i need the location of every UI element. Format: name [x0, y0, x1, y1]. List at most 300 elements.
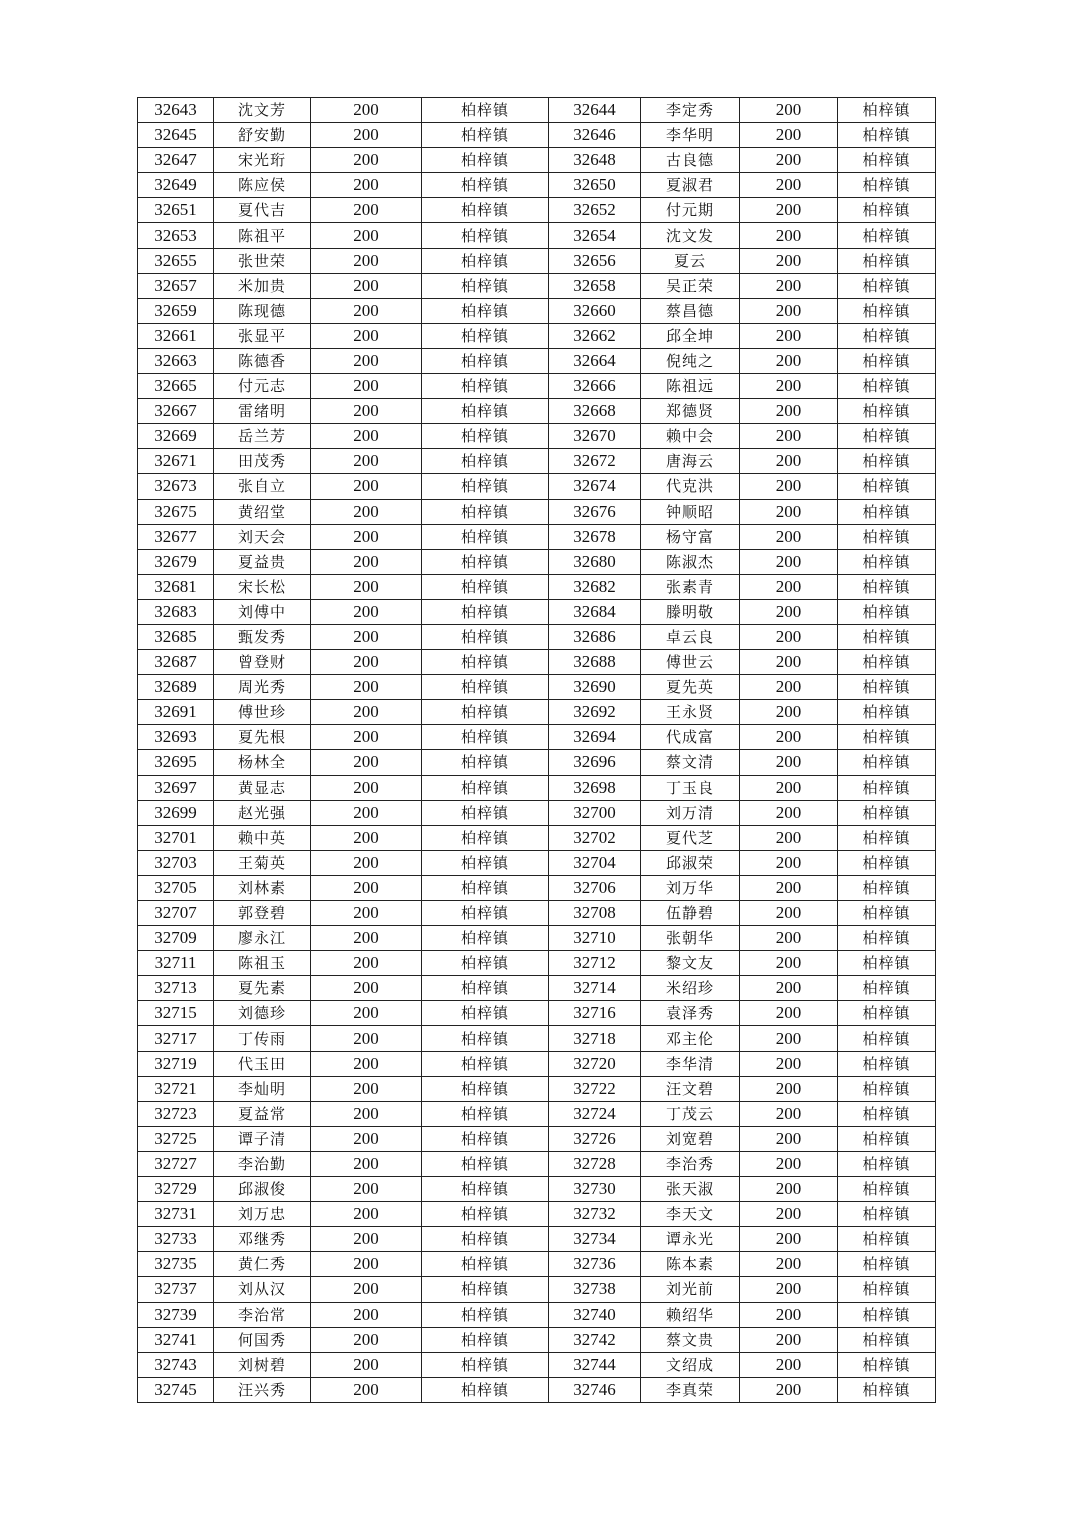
- cell-amount: 200: [740, 926, 838, 951]
- cell-amount: 200: [311, 549, 422, 574]
- cell-township: 柏梓镇: [838, 850, 936, 875]
- cell-serial-number: 32735: [138, 1252, 214, 1277]
- cell-amount: 200: [740, 123, 838, 148]
- cell-amount: 200: [740, 399, 838, 424]
- cell-amount: 200: [740, 976, 838, 1001]
- cell-township: 柏梓镇: [838, 399, 936, 424]
- cell-township: 柏梓镇: [422, 800, 549, 825]
- cell-name: 邓主伦: [641, 1026, 740, 1051]
- cell-township: 柏梓镇: [422, 926, 549, 951]
- cell-name: 付元期: [641, 198, 740, 223]
- cell-amount: 200: [311, 1076, 422, 1101]
- cell-amount: 200: [311, 198, 422, 223]
- cell-township: 柏梓镇: [838, 298, 936, 323]
- cell-township: 柏梓镇: [422, 1377, 549, 1402]
- cell-township: 柏梓镇: [422, 223, 549, 248]
- cell-name: 邱淑荣: [641, 850, 740, 875]
- cell-amount: 200: [311, 323, 422, 348]
- cell-amount: 200: [740, 1352, 838, 1377]
- cell-amount: 200: [740, 574, 838, 599]
- cell-township: 柏梓镇: [422, 499, 549, 524]
- table-row: [138, 725, 936, 750]
- cell-amount: 200: [740, 273, 838, 298]
- cell-name: 李天文: [641, 1202, 740, 1227]
- cell-township: 柏梓镇: [838, 1302, 936, 1327]
- table-row: [138, 499, 936, 524]
- cell-amount: 200: [740, 650, 838, 675]
- cell-name: 李治常: [214, 1302, 311, 1327]
- cell-serial-number: 32692: [549, 700, 641, 725]
- cell-name: 谭永光: [641, 1227, 740, 1252]
- cell-name: 张显平: [214, 323, 311, 348]
- cell-name: 舒安勤: [214, 123, 311, 148]
- cell-name: 陈德香: [214, 348, 311, 373]
- cell-name: 傅世云: [641, 650, 740, 675]
- table-row: [138, 700, 936, 725]
- cell-township: 柏梓镇: [838, 1227, 936, 1252]
- cell-serial-number: 32645: [138, 123, 214, 148]
- cell-name: 夏先根: [214, 725, 311, 750]
- cell-township: 柏梓镇: [838, 875, 936, 900]
- cell-name: 张世荣: [214, 248, 311, 273]
- cell-serial-number: 32693: [138, 725, 214, 750]
- cell-serial-number: 32668: [549, 399, 641, 424]
- cell-name: 刘万清: [641, 800, 740, 825]
- cell-name: 刘从汉: [214, 1277, 311, 1302]
- cell-serial-number: 32727: [138, 1151, 214, 1176]
- cell-serial-number: 32694: [549, 725, 641, 750]
- cell-township: 柏梓镇: [838, 1377, 936, 1402]
- cell-township: 柏梓镇: [422, 1252, 549, 1277]
- cell-amount: 200: [311, 1252, 422, 1277]
- cell-township: 柏梓镇: [422, 976, 549, 1001]
- cell-township: 柏梓镇: [422, 173, 549, 198]
- cell-name: 蔡昌德: [641, 298, 740, 323]
- table-body: [138, 98, 936, 1403]
- cell-amount: 200: [311, 374, 422, 399]
- cell-name: 宋长松: [214, 574, 311, 599]
- table-row: [138, 1101, 936, 1126]
- table-row: [138, 148, 936, 173]
- cell-serial-number: 32706: [549, 875, 641, 900]
- cell-amount: 200: [740, 750, 838, 775]
- cell-township: 柏梓镇: [422, 1327, 549, 1352]
- cell-township: 柏梓镇: [422, 951, 549, 976]
- cell-amount: 200: [740, 901, 838, 926]
- cell-name: 夏先素: [214, 976, 311, 1001]
- cell-amount: 200: [740, 374, 838, 399]
- cell-name: 王菊英: [214, 850, 311, 875]
- table-row: [138, 951, 936, 976]
- table-row: [138, 323, 936, 348]
- cell-name: 杨林全: [214, 750, 311, 775]
- cell-serial-number: 32667: [138, 399, 214, 424]
- cell-serial-number: 32720: [549, 1051, 641, 1076]
- table-row: [138, 825, 936, 850]
- cell-amount: 200: [740, 223, 838, 248]
- cell-serial-number: 32723: [138, 1101, 214, 1126]
- table-row: [138, 98, 936, 123]
- cell-serial-number: 32726: [549, 1126, 641, 1151]
- cell-amount: 200: [311, 1126, 422, 1151]
- cell-township: 柏梓镇: [422, 524, 549, 549]
- cell-amount: 200: [740, 248, 838, 273]
- cell-serial-number: 32743: [138, 1352, 214, 1377]
- cell-amount: 200: [740, 348, 838, 373]
- cell-name: 伍静碧: [641, 901, 740, 926]
- cell-amount: 200: [740, 825, 838, 850]
- cell-serial-number: 32721: [138, 1076, 214, 1101]
- cell-name: 甄发秀: [214, 624, 311, 649]
- cell-name: 沈文芳: [214, 98, 311, 123]
- cell-township: 柏梓镇: [838, 1177, 936, 1202]
- cell-serial-number: 32683: [138, 599, 214, 624]
- cell-name: 黄仁秀: [214, 1252, 311, 1277]
- cell-name: 李定秀: [641, 98, 740, 123]
- cell-serial-number: 32707: [138, 901, 214, 926]
- table-row: [138, 223, 936, 248]
- cell-amount: 200: [311, 901, 422, 926]
- cell-amount: 200: [740, 323, 838, 348]
- cell-amount: 200: [311, 148, 422, 173]
- cell-name: 黄绍堂: [214, 499, 311, 524]
- table-row: [138, 1076, 936, 1101]
- cell-name: 李华明: [641, 123, 740, 148]
- cell-township: 柏梓镇: [422, 599, 549, 624]
- cell-serial-number: 32660: [549, 298, 641, 323]
- cell-name: 汪兴秀: [214, 1377, 311, 1402]
- cell-name: 刘万华: [641, 875, 740, 900]
- table-row: [138, 1151, 936, 1176]
- cell-name: 钟顺昭: [641, 499, 740, 524]
- cell-serial-number: 32705: [138, 875, 214, 900]
- table-row: [138, 1252, 936, 1277]
- cell-township: 柏梓镇: [422, 901, 549, 926]
- cell-serial-number: 32696: [549, 750, 641, 775]
- cell-amount: 200: [311, 675, 422, 700]
- cell-name: 田茂秀: [214, 449, 311, 474]
- cell-serial-number: 32649: [138, 173, 214, 198]
- cell-township: 柏梓镇: [838, 1327, 936, 1352]
- cell-amount: 200: [740, 1126, 838, 1151]
- cell-amount: 200: [311, 1001, 422, 1026]
- cell-township: 柏梓镇: [838, 574, 936, 599]
- cell-amount: 200: [311, 1227, 422, 1252]
- cell-name: 黎文友: [641, 951, 740, 976]
- cell-serial-number: 32661: [138, 323, 214, 348]
- cell-amount: 200: [740, 624, 838, 649]
- cell-amount: 200: [311, 1101, 422, 1126]
- cell-amount: 200: [740, 775, 838, 800]
- cell-name: 陈本素: [641, 1252, 740, 1277]
- cell-township: 柏梓镇: [838, 549, 936, 574]
- cell-township: 柏梓镇: [838, 148, 936, 173]
- cell-township: 柏梓镇: [422, 549, 549, 574]
- cell-serial-number: 32700: [549, 800, 641, 825]
- cell-name: 刘树碧: [214, 1352, 311, 1377]
- cell-serial-number: 32684: [549, 599, 641, 624]
- cell-serial-number: 32712: [549, 951, 641, 976]
- cell-name: 丁茂云: [641, 1101, 740, 1126]
- cell-amount: 200: [740, 1302, 838, 1327]
- cell-serial-number: 32699: [138, 800, 214, 825]
- table-row: [138, 1352, 936, 1377]
- cell-name: 赵光强: [214, 800, 311, 825]
- cell-amount: 200: [740, 1252, 838, 1277]
- cell-township: 柏梓镇: [422, 574, 549, 599]
- cell-amount: 200: [740, 850, 838, 875]
- cell-name: 文绍成: [641, 1352, 740, 1377]
- cell-township: 柏梓镇: [838, 1051, 936, 1076]
- cell-serial-number: 32698: [549, 775, 641, 800]
- cell-amount: 200: [311, 98, 422, 123]
- cell-serial-number: 32708: [549, 901, 641, 926]
- cell-amount: 200: [311, 1051, 422, 1076]
- cell-amount: 200: [740, 800, 838, 825]
- cell-name: 倪纯之: [641, 348, 740, 373]
- cell-serial-number: 32644: [549, 98, 641, 123]
- cell-township: 柏梓镇: [422, 148, 549, 173]
- cell-serial-number: 32654: [549, 223, 641, 248]
- cell-serial-number: 32670: [549, 424, 641, 449]
- cell-amount: 200: [740, 1001, 838, 1026]
- cell-amount: 200: [740, 198, 838, 223]
- table-row: [138, 800, 936, 825]
- table-row: [138, 650, 936, 675]
- cell-amount: 200: [311, 926, 422, 951]
- cell-township: 柏梓镇: [838, 1277, 936, 1302]
- cell-township: 柏梓镇: [422, 725, 549, 750]
- cell-township: 柏梓镇: [422, 1076, 549, 1101]
- cell-name: 沈文发: [641, 223, 740, 248]
- table-row: [138, 248, 936, 273]
- cell-name: 付元志: [214, 374, 311, 399]
- cell-serial-number: 32719: [138, 1051, 214, 1076]
- table-row: [138, 273, 936, 298]
- cell-name: 李真荣: [641, 1377, 740, 1402]
- cell-amount: 200: [311, 1377, 422, 1402]
- table-row: [138, 976, 936, 1001]
- table-row: [138, 123, 936, 148]
- cell-name: 代克洪: [641, 474, 740, 499]
- cell-name: 吴正荣: [641, 273, 740, 298]
- cell-name: 廖永江: [214, 926, 311, 951]
- cell-serial-number: 32702: [549, 825, 641, 850]
- cell-township: 柏梓镇: [838, 1252, 936, 1277]
- cell-serial-number: 32703: [138, 850, 214, 875]
- cell-name: 王永贤: [641, 700, 740, 725]
- cell-name: 刘林素: [214, 875, 311, 900]
- cell-serial-number: 32671: [138, 449, 214, 474]
- cell-amount: 200: [740, 173, 838, 198]
- cell-serial-number: 32653: [138, 223, 214, 248]
- cell-name: 夏淑君: [641, 173, 740, 198]
- cell-township: 柏梓镇: [838, 223, 936, 248]
- table-row: [138, 875, 936, 900]
- cell-amount: 200: [740, 599, 838, 624]
- cell-serial-number: 32724: [549, 1101, 641, 1126]
- cell-serial-number: 32689: [138, 675, 214, 700]
- cell-name: 夏代吉: [214, 198, 311, 223]
- cell-serial-number: 32728: [549, 1151, 641, 1176]
- cell-name: 谭子清: [214, 1126, 311, 1151]
- cell-amount: 200: [740, 1377, 838, 1402]
- cell-amount: 200: [740, 725, 838, 750]
- cell-serial-number: 32697: [138, 775, 214, 800]
- cell-serial-number: 32740: [549, 1302, 641, 1327]
- cell-name: 李华清: [641, 1051, 740, 1076]
- cell-amount: 200: [311, 725, 422, 750]
- table-row: [138, 1051, 936, 1076]
- cell-serial-number: 32742: [549, 1327, 641, 1352]
- cell-township: 柏梓镇: [422, 474, 549, 499]
- cell-township: 柏梓镇: [422, 675, 549, 700]
- cell-amount: 200: [311, 298, 422, 323]
- cell-township: 柏梓镇: [838, 499, 936, 524]
- cell-name: 夏益常: [214, 1101, 311, 1126]
- cell-serial-number: 32718: [549, 1026, 641, 1051]
- cell-name: 赖绍华: [641, 1302, 740, 1327]
- cell-serial-number: 32736: [549, 1252, 641, 1277]
- cell-name: 邱全坤: [641, 323, 740, 348]
- cell-name: 古良德: [641, 148, 740, 173]
- cell-township: 柏梓镇: [422, 650, 549, 675]
- cell-amount: 200: [311, 599, 422, 624]
- cell-amount: 200: [740, 1151, 838, 1176]
- cell-township: 柏梓镇: [838, 123, 936, 148]
- cell-amount: 200: [311, 850, 422, 875]
- cell-name: 傅世珍: [214, 700, 311, 725]
- cell-township: 柏梓镇: [838, 650, 936, 675]
- cell-township: 柏梓镇: [422, 98, 549, 123]
- cell-township: 柏梓镇: [838, 825, 936, 850]
- cell-serial-number: 32681: [138, 574, 214, 599]
- cell-serial-number: 32652: [549, 198, 641, 223]
- cell-serial-number: 32725: [138, 1126, 214, 1151]
- cell-amount: 200: [311, 574, 422, 599]
- cell-name: 汪文碧: [641, 1076, 740, 1101]
- cell-township: 柏梓镇: [422, 1001, 549, 1026]
- cell-serial-number: 32659: [138, 298, 214, 323]
- cell-serial-number: 32657: [138, 273, 214, 298]
- cell-amount: 200: [740, 1051, 838, 1076]
- cell-township: 柏梓镇: [422, 348, 549, 373]
- cell-township: 柏梓镇: [422, 1026, 549, 1051]
- cell-serial-number: 32656: [549, 248, 641, 273]
- table-row: [138, 675, 936, 700]
- cell-name: 卓云良: [641, 624, 740, 649]
- cell-serial-number: 32738: [549, 1277, 641, 1302]
- cell-name: 宋光珩: [214, 148, 311, 173]
- cell-amount: 200: [311, 624, 422, 649]
- cell-serial-number: 32711: [138, 951, 214, 976]
- cell-township: 柏梓镇: [422, 750, 549, 775]
- cell-township: 柏梓镇: [422, 1051, 549, 1076]
- cell-name: 陈淑杰: [641, 549, 740, 574]
- table-row: [138, 1126, 936, 1151]
- cell-serial-number: 32664: [549, 348, 641, 373]
- cell-township: 柏梓镇: [838, 1151, 936, 1176]
- cell-amount: 200: [740, 499, 838, 524]
- table-row: [138, 1202, 936, 1227]
- cell-name: 蔡文清: [641, 750, 740, 775]
- cell-amount: 200: [740, 298, 838, 323]
- cell-name: 陈应侯: [214, 173, 311, 198]
- cell-name: 邓继秀: [214, 1227, 311, 1252]
- cell-township: 柏梓镇: [838, 273, 936, 298]
- cell-serial-number: 32691: [138, 700, 214, 725]
- cell-amount: 200: [311, 1302, 422, 1327]
- cell-township: 柏梓镇: [838, 775, 936, 800]
- cell-township: 柏梓镇: [838, 599, 936, 624]
- cell-township: 柏梓镇: [422, 1177, 549, 1202]
- cell-serial-number: 32733: [138, 1227, 214, 1252]
- cell-amount: 200: [311, 750, 422, 775]
- cell-township: 柏梓镇: [422, 1151, 549, 1176]
- cell-amount: 200: [311, 424, 422, 449]
- cell-amount: 200: [311, 474, 422, 499]
- cell-township: 柏梓镇: [838, 1352, 936, 1377]
- cell-amount: 200: [311, 248, 422, 273]
- cell-name: 周光秀: [214, 675, 311, 700]
- cell-serial-number: 32746: [549, 1377, 641, 1402]
- cell-serial-number: 32704: [549, 850, 641, 875]
- cell-name: 李治勤: [214, 1151, 311, 1176]
- cell-name: 刘傅中: [214, 599, 311, 624]
- cell-township: 柏梓镇: [838, 98, 936, 123]
- cell-township: 柏梓镇: [838, 348, 936, 373]
- cell-name: 张自立: [214, 474, 311, 499]
- table-row: [138, 374, 936, 399]
- cell-serial-number: 32680: [549, 549, 641, 574]
- cell-name: 滕明敬: [641, 599, 740, 624]
- cell-name: 袁泽秀: [641, 1001, 740, 1026]
- cell-township: 柏梓镇: [422, 374, 549, 399]
- cell-amount: 200: [311, 650, 422, 675]
- cell-serial-number: 32658: [549, 273, 641, 298]
- cell-name: 雷绪明: [214, 399, 311, 424]
- table-row: [138, 574, 936, 599]
- cell-serial-number: 32648: [549, 148, 641, 173]
- cell-township: 柏梓镇: [838, 474, 936, 499]
- cell-name: 黄显志: [214, 775, 311, 800]
- cell-amount: 200: [740, 424, 838, 449]
- cell-name: 杨守富: [641, 524, 740, 549]
- cell-amount: 200: [311, 499, 422, 524]
- cell-name: 邱淑俊: [214, 1177, 311, 1202]
- cell-amount: 200: [311, 700, 422, 725]
- table-row: [138, 1302, 936, 1327]
- cell-township: 柏梓镇: [422, 700, 549, 725]
- cell-serial-number: 32745: [138, 1377, 214, 1402]
- cell-serial-number: 32722: [549, 1076, 641, 1101]
- cell-amount: 200: [740, 449, 838, 474]
- cell-serial-number: 32665: [138, 374, 214, 399]
- cell-amount: 200: [311, 1327, 422, 1352]
- cell-township: 柏梓镇: [838, 901, 936, 926]
- cell-township: 柏梓镇: [422, 298, 549, 323]
- cell-township: 柏梓镇: [838, 424, 936, 449]
- cell-amount: 200: [311, 348, 422, 373]
- cell-serial-number: 32737: [138, 1277, 214, 1302]
- cell-township: 柏梓镇: [422, 399, 549, 424]
- cell-name: 夏益贵: [214, 549, 311, 574]
- cell-amount: 200: [311, 1177, 422, 1202]
- cell-township: 柏梓镇: [838, 800, 936, 825]
- cell-amount: 200: [311, 123, 422, 148]
- cell-township: 柏梓镇: [838, 624, 936, 649]
- cell-name: 陈现德: [214, 298, 311, 323]
